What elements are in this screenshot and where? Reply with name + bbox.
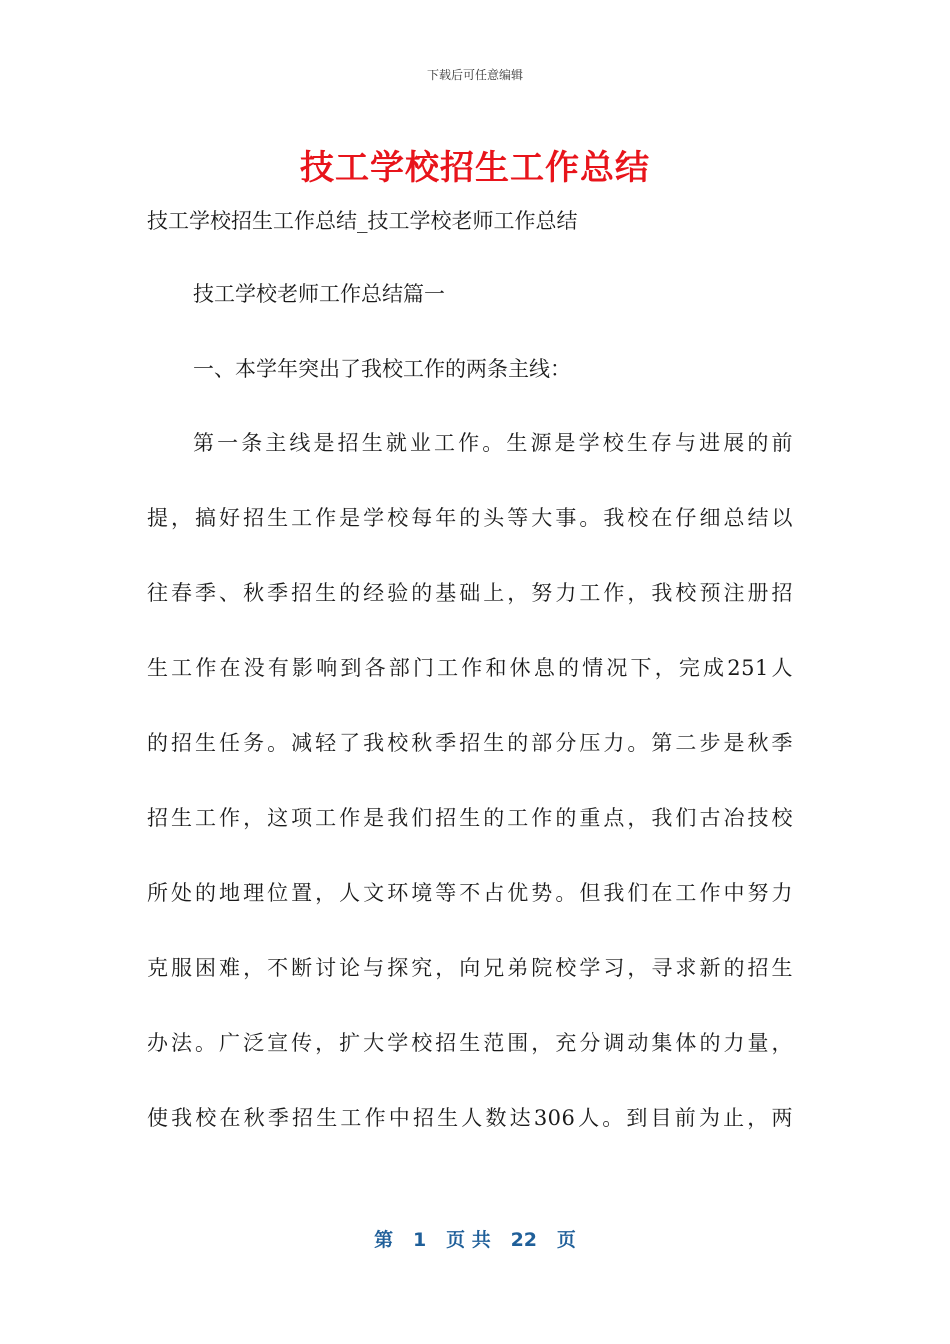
footer-total-pages: 22 bbox=[510, 1229, 538, 1251]
paragraph-line: 的招生任务。减轻了我校秋季招生的部分压力。第二步是秋季 bbox=[147, 731, 793, 755]
point-heading: 一、本学年突出了我校工作的两条主线： bbox=[193, 357, 571, 381]
paragraph-line: 所处的地理位置，人文环境等不占优势。但我们在工作中努力 bbox=[147, 881, 793, 905]
paragraph-line: 第一条主线是招生就业工作。生源是学校生存与进展的前 bbox=[193, 431, 793, 455]
paragraph-line: 办法。广泛宣传，扩大学校招生范围，充分调动集体的力量， bbox=[147, 1031, 793, 1055]
footer-middle: 页 共 bbox=[446, 1229, 491, 1251]
page-footer bbox=[0, 1225, 950, 1252]
document-title: 技工学校招生工作总结 bbox=[300, 148, 650, 188]
footer-prefix: 第 bbox=[374, 1229, 394, 1251]
paragraph-line: 招生工作，这项工作是我们招生的工作的重点，我们古冶技校 bbox=[147, 806, 793, 830]
document-subtitle: 技工学校招生工作总结_技工学校老师工作总结 bbox=[147, 209, 578, 233]
header-note: 下载后可任意编辑 bbox=[426, 68, 523, 82]
document-body bbox=[147, 197, 793, 1156]
section-heading: 技工学校老师工作总结篇一 bbox=[193, 282, 445, 306]
paragraph-line: 提，搞好招生工作是学校每年的头等大事。我校在仔细总结以 bbox=[147, 506, 793, 530]
footer-suffix: 页 bbox=[556, 1229, 576, 1251]
paragraph-line: 生工作在没有影响到各部门工作和休息的情况下，完成251人 bbox=[147, 656, 793, 680]
paragraph-line: 克服困难，不断讨论与探究，向兄弟院校学习，寻求新的招生 bbox=[147, 956, 793, 980]
paragraph-line: 往春季、秋季招生的经验的基础上，努力工作，我校预注册招 bbox=[147, 581, 793, 605]
paragraph-line: 使我校在秋季招生工作中招生人数达306人。到目前为止，两 bbox=[147, 1106, 793, 1130]
paragraph bbox=[147, 406, 793, 1156]
footer-current-page: 1 bbox=[412, 1229, 427, 1251]
